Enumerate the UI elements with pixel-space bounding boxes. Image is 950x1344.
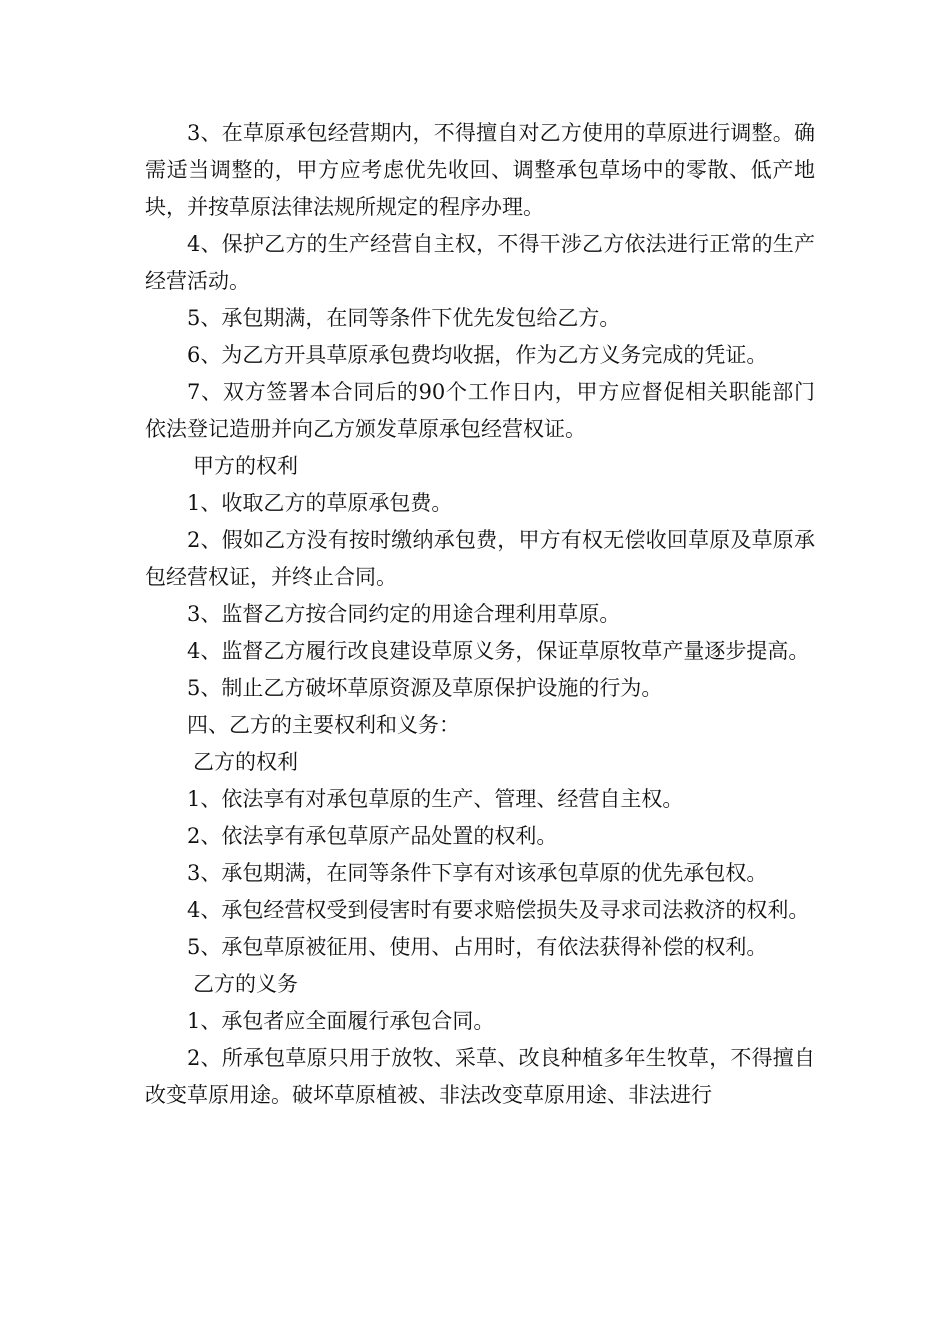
paragraph-a-right-5: 5、制止乙方破坏草原资源及草原保护设施的行为。	[187, 676, 663, 700]
paragraph-b-right-5: 5、承包草原被征用、使用、占用时，有依法获得补偿的权利。	[187, 935, 768, 959]
paragraph-b-right-3: 3、承包期满，在同等条件下享有对该承包草原的优先承包权。	[187, 861, 768, 885]
paragraph-clause-3: 3、在草原承包经营期内，不得擅自对乙方使用的草原进行调整。确需适当调整的，甲方应考虑优先收回、调整承包草场中的零散、低产地块，并按草原法律法规所规定的程序办理。	[145, 121, 815, 219]
paragraph-a-right-3: 3、监督乙方按合同约定的用途合理利用草原。	[187, 602, 621, 626]
paragraph-a-right-4: 4、监督乙方履行改良建设草原义务，保证草原牧草产量逐步提高。	[187, 639, 810, 663]
paragraph-b-right-2: 2、依法享有承包草原产品处置的权利。	[187, 824, 558, 848]
paragraph-clause-7: 7、双方签署本合同后的90个工作日内，甲方应督促相关职能部门依法登记造册并向乙方颁发草原承包经营权证。	[145, 380, 815, 441]
paragraph-b-right-1: 1、依法享有对承包草原的生产、管理、经营自主权。	[187, 787, 684, 811]
section-heading-party-a-rights: 甲方的权利	[193, 454, 298, 478]
paragraph-b-obligation-1: 1、承包者应全面履行承包合同。	[187, 1009, 495, 1033]
paragraph-a-right-2: 2、假如乙方没有按时缴纳承包费，甲方有权无偿收回草原及草原承包经营权证，并终止合同。	[145, 528, 815, 589]
paragraph-b-right-4: 4、承包经营权受到侵害时有要求赔偿损失及寻求司法救济的权利。	[187, 898, 810, 922]
paragraph-clause-6: 6、为乙方开具草原承包费均收据，作为乙方义务完成的凭证。	[187, 343, 768, 367]
paragraph-a-right-1: 1、收取乙方的草原承包费。	[187, 491, 453, 515]
paragraph-b-obligation-2: 2、所承包草原只用于放牧、采草、改良种植多年生牧草，不得擅自改变草原用途。破坏草原植被、非法改变草原用途、非法进行	[145, 1046, 815, 1107]
section-heading-party-b-obligations: 乙方的义务	[193, 972, 298, 996]
document-body	[145, 115, 815, 1114]
paragraph-clause-5: 5、承包期满，在同等条件下优先发包给乙方。	[187, 306, 621, 330]
section-heading-party-b-main: 四、乙方的主要权利和义务：	[187, 713, 460, 737]
paragraph-clause-4: 4、保护乙方的生产经营自主权，不得干涉乙方依法进行正常的生产经营活动。	[145, 232, 815, 293]
section-heading-party-b-rights: 乙方的权利	[193, 750, 298, 774]
